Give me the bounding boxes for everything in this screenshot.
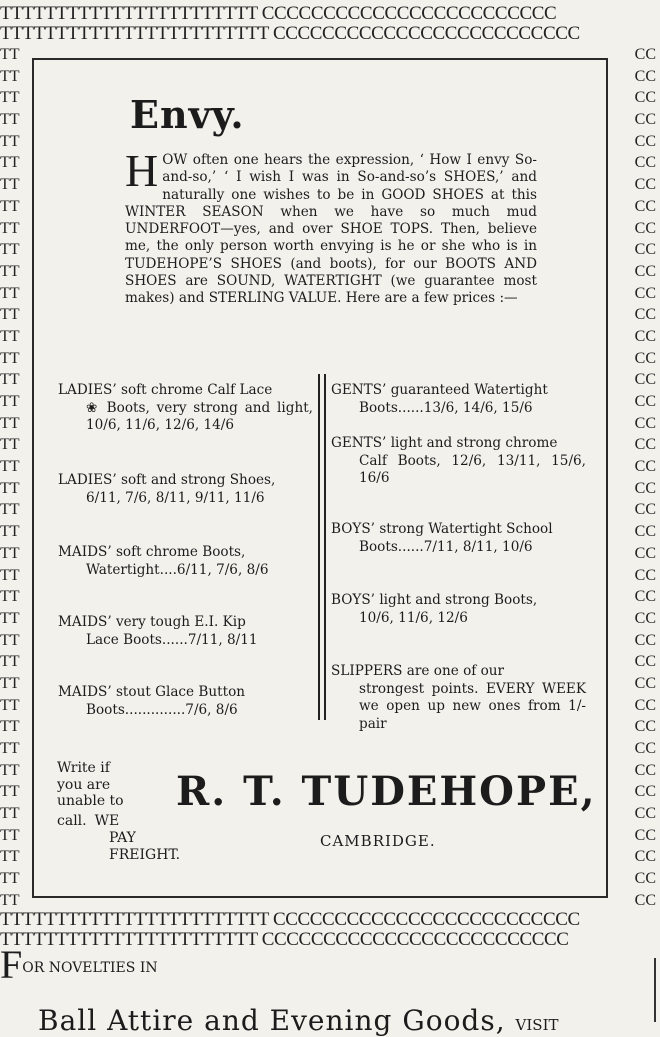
price-item-detail: Boots......7/11, 8/11, 10/6 bbox=[359, 538, 533, 555]
border-letters: TT bbox=[0, 501, 20, 519]
border-letters: TT bbox=[0, 393, 20, 410]
border-letters: CC bbox=[634, 631, 656, 649]
price-item-maids-kip bbox=[58, 614, 313, 649]
border-letters: TT bbox=[0, 696, 20, 714]
border-letters: CC bbox=[634, 111, 656, 129]
border-letters: TT bbox=[0, 111, 20, 129]
intro-drop-cap: H bbox=[125, 145, 159, 196]
border-row-top-1: TTTTTTTTTTTTTTTTTTTTTTT CCCCCCCCCCCCCCCCCCCCCCCC bbox=[0, 4, 557, 24]
border-letters: CC bbox=[634, 458, 656, 476]
border-letters: CC bbox=[634, 783, 656, 801]
border-letters: CC bbox=[634, 414, 656, 432]
price-item-lead: MAIDS’ very tough E.I. Kip bbox=[58, 614, 246, 630]
border-letters: TT bbox=[0, 631, 20, 649]
border-letters: CC bbox=[634, 805, 656, 823]
border-row-bottom-1: TTTTTTTTTTTTTTTTTTTTTTTT CCCCCCCCCCCCCCCCCCCCCCCCC bbox=[0, 910, 580, 930]
price-item-lead: BOYS’ light and strong Boots, bbox=[331, 592, 538, 608]
novelties-text: OR NOVELTIES IN bbox=[22, 960, 158, 976]
price-item-lead: BOYS’ strong Watertight School bbox=[331, 521, 553, 537]
price-item-detail: 6/11, 7/6, 8/11, 9/11, 11/6 bbox=[86, 489, 265, 506]
border-row-bottom-2: TTTTTTTTTTTTTTTTTTTTTTT CCCCCCCCCCCCCCCCCCCCCCCCC bbox=[0, 930, 569, 950]
border-letters: CC bbox=[634, 241, 656, 259]
column-rule bbox=[654, 958, 656, 1022]
border-letters: TT bbox=[0, 566, 20, 584]
price-item-slippers bbox=[331, 663, 586, 733]
price-item-detail: Watertight....6/11, 7/6, 8/6 bbox=[86, 561, 269, 578]
write-if-note bbox=[57, 760, 124, 810]
border-letters: TT bbox=[0, 783, 20, 801]
novelties-line bbox=[38, 1004, 660, 1037]
border-letters: TT bbox=[0, 327, 20, 345]
price-item-lead: MAIDS’ soft chrome Boots, bbox=[58, 544, 246, 560]
price-item-detail: Boots..............7/6, 8/6 bbox=[86, 701, 238, 718]
price-item-gents-watertight bbox=[331, 382, 586, 417]
border-letters: TT bbox=[0, 154, 20, 172]
border-letters: CC bbox=[634, 544, 656, 562]
border-letters: TT bbox=[0, 674, 20, 692]
border-letters: TT bbox=[0, 46, 20, 63]
border-column-right bbox=[618, 44, 656, 912]
price-item-boys-light bbox=[331, 592, 586, 627]
freight-note bbox=[57, 813, 180, 864]
border-letters: TT bbox=[0, 805, 20, 823]
border-letters: TT bbox=[0, 718, 20, 736]
border-letters: CC bbox=[634, 176, 656, 194]
freight-text: FREIGHT. bbox=[109, 847, 181, 863]
border-letters: TT bbox=[0, 436, 20, 454]
border-letters: CC bbox=[634, 393, 656, 410]
border-letters: CC bbox=[634, 696, 656, 714]
price-item-ladies-calf bbox=[58, 382, 313, 435]
novelties-initial: F bbox=[0, 942, 23, 987]
price-item-gents-chrome bbox=[331, 435, 586, 488]
border-letters: CC bbox=[634, 371, 656, 389]
border-letters: CC bbox=[634, 848, 656, 866]
border-letters: CC bbox=[634, 89, 656, 107]
ad-title: Envy. bbox=[130, 92, 245, 137]
border-letters: CC bbox=[634, 479, 656, 497]
write-if-line: you are bbox=[57, 776, 111, 793]
border-letters: CC bbox=[634, 154, 656, 172]
border-letters: CC bbox=[634, 46, 656, 63]
border-letters: TT bbox=[0, 609, 20, 627]
price-item-lead: MAIDS’ stout Glace Button bbox=[58, 684, 246, 700]
border-letters: CC bbox=[634, 761, 656, 779]
border-row-top-2: TTTTTTTTTTTTTTTTTTTTTTTT CCCCCCCCCCCCCCCCCCCCCCCCC bbox=[0, 24, 580, 44]
price-item-ladies-shoes bbox=[58, 472, 313, 507]
border-letters: CC bbox=[634, 609, 656, 627]
border-letters: TT bbox=[0, 219, 20, 237]
border-letters: TT bbox=[0, 826, 20, 844]
border-letters: TT bbox=[0, 870, 20, 888]
border-letters: TT bbox=[0, 176, 20, 194]
border-letters: TT bbox=[0, 891, 20, 909]
border-letters: TT bbox=[0, 371, 20, 389]
border-letters: CC bbox=[634, 674, 656, 692]
pay-text: PAY bbox=[109, 830, 136, 846]
border-letters: CC bbox=[634, 284, 656, 302]
price-item-lead: GENTS’ guaranteed Watertight bbox=[331, 382, 548, 398]
price-item-detail: strongest points. EVERY WEEK we open up new ones from 1/- pair bbox=[359, 680, 586, 732]
call-text: call. bbox=[57, 813, 87, 829]
border-letters: CC bbox=[634, 870, 656, 888]
border-letters: TT bbox=[0, 306, 20, 324]
company-town: CAMBRIDGE. bbox=[320, 832, 436, 850]
border-letters: CC bbox=[634, 436, 656, 454]
border-letters: CC bbox=[634, 588, 656, 606]
write-if-line: unable to bbox=[57, 793, 124, 809]
border-letters: TT bbox=[0, 544, 20, 562]
border-letters: CC bbox=[634, 306, 656, 324]
border-letters: CC bbox=[634, 197, 656, 215]
border-letters: TT bbox=[0, 653, 20, 671]
price-item-detail: Calf Boots, 12/6, 13/11, 15/6, 16/6 bbox=[359, 452, 586, 486]
price-item-detail: 10/6, 11/6, 12/6 bbox=[359, 609, 468, 626]
price-item-lead: LADIES’ soft chrome Calf Lace bbox=[58, 382, 273, 398]
border-letters: CC bbox=[634, 718, 656, 736]
border-letters: CC bbox=[634, 67, 656, 85]
border-letters: TT bbox=[0, 458, 20, 476]
border-letters: CC bbox=[634, 219, 656, 237]
price-item-boys-school bbox=[331, 521, 586, 556]
border-letters: CC bbox=[634, 826, 656, 844]
price-item-detail: Boots......13/6, 14/6, 15/6 bbox=[359, 399, 533, 416]
price-item-detail: ❀ Boots, very strong and light, 10/6, 11/6, 12/6, 14/6 bbox=[86, 399, 313, 433]
border-letters: TT bbox=[0, 740, 20, 757]
border-letters: TT bbox=[0, 89, 20, 107]
border-letters: TT bbox=[0, 848, 20, 866]
border-letters: CC bbox=[634, 262, 656, 280]
border-letters: CC bbox=[634, 653, 656, 671]
border-letters: TT bbox=[0, 241, 20, 259]
border-letters: TT bbox=[0, 523, 20, 541]
border-letters: TT bbox=[0, 262, 20, 280]
border-letters: CC bbox=[634, 891, 656, 909]
border-letters: CC bbox=[634, 740, 656, 757]
border-letters: TT bbox=[0, 132, 20, 150]
border-letters: TT bbox=[0, 349, 20, 367]
border-letters: TT bbox=[0, 479, 20, 497]
price-item-lead: SLIPPERS are one of our bbox=[331, 663, 505, 679]
intro-text: OW often one hears the expression, ‘ How I envy So-and-so,’ ‘ I wish I was in So-and-so’s SHOES,’ and naturally one wishes to be in GOOD SHOES at this WINTER SEASON when we have so much mud UNDERFOOT—yes, and over SHOE TOPS. Then, believe me, the only person worth envying is he or she who is in TUDEHOPE’S SHOES (and boots), for our BOOTS AND SHOES are SOUND, WATERTIGHT (we guarantee most makes) and STERLING VALUE. Here are a few prices :— bbox=[125, 152, 537, 307]
price-item-lead: LADIES’ soft and strong Shoes, bbox=[58, 472, 276, 488]
border-letters: TT bbox=[0, 761, 20, 779]
we-text: WE bbox=[94, 813, 120, 829]
price-item-detail: Lace Boots......7/11, 8/11 bbox=[86, 631, 258, 648]
border-letters: CC bbox=[634, 327, 656, 345]
border-letters: CC bbox=[634, 349, 656, 367]
border-letters: TT bbox=[0, 588, 20, 606]
border-letters: CC bbox=[634, 566, 656, 584]
novelties-heading bbox=[0, 942, 158, 987]
ad-intro-paragraph bbox=[125, 145, 537, 308]
company-name: R. T. TUDEHOPE, bbox=[176, 768, 597, 815]
column-divider bbox=[318, 374, 326, 720]
price-item-maids-chrome bbox=[58, 544, 313, 579]
price-item-maids-glace bbox=[58, 684, 313, 719]
novelties-line-text: Ball Attire and Evening Goods, bbox=[38, 1004, 506, 1037]
border-letters: CC bbox=[634, 132, 656, 150]
price-item-lead: GENTS’ light and strong chrome bbox=[331, 435, 558, 451]
write-if-line: Write if bbox=[57, 760, 110, 776]
border-letters: TT bbox=[0, 67, 20, 85]
border-letters: TT bbox=[0, 414, 20, 432]
border-letters: CC bbox=[634, 501, 656, 519]
border-letters: CC bbox=[634, 523, 656, 541]
border-letters: TT bbox=[0, 197, 20, 215]
visit-text: VISIT bbox=[515, 1016, 559, 1034]
border-letters: TT bbox=[0, 284, 20, 302]
